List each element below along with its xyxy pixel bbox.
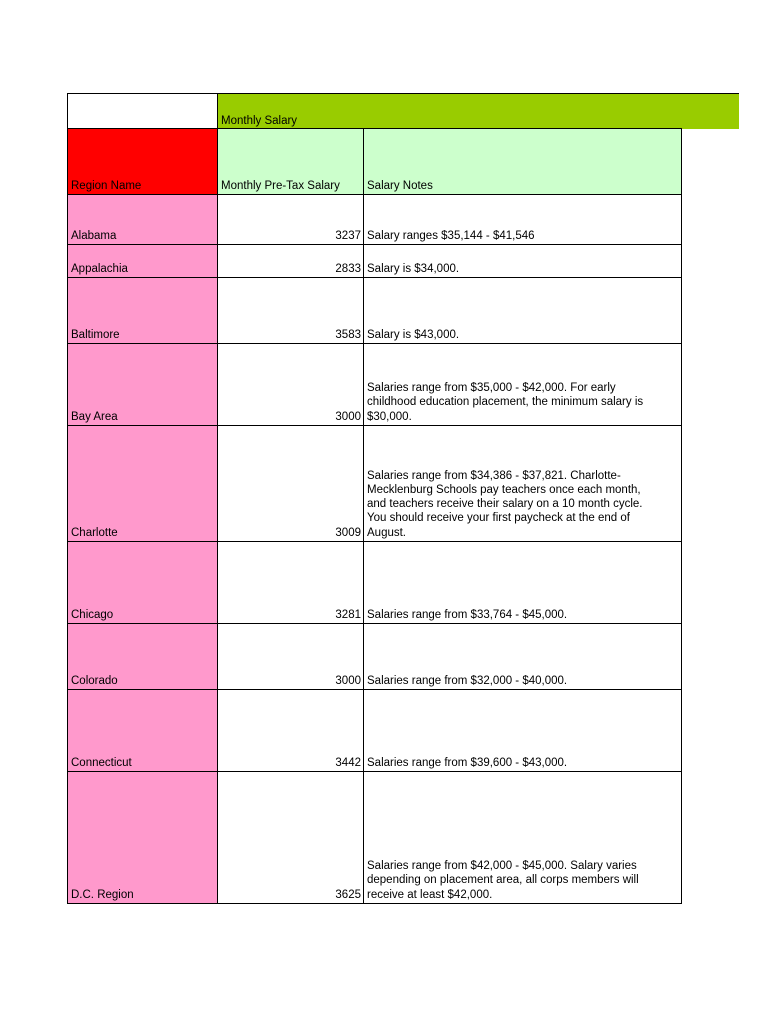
region-cell-alabama[interactable]	[67, 194, 218, 245]
region-cell-connecticut[interactable]	[67, 689, 218, 772]
region-name: Bay Area	[71, 410, 118, 423]
region-name: Charlotte	[71, 526, 118, 539]
region-cell-dc-region[interactable]	[67, 771, 218, 904]
salary-cell-connecticut[interactable]	[217, 689, 364, 772]
monthly-pretax-salary-header-label: Monthly Pre-Tax Salary	[221, 179, 340, 192]
salary-value: 3281	[335, 609, 361, 621]
region-cell-bay-area[interactable]	[67, 343, 218, 426]
notes-cell-bay-area[interactable]	[363, 343, 682, 426]
notes-cell-appalachia[interactable]	[363, 244, 682, 278]
region-cell-baltimore[interactable]	[67, 277, 218, 344]
region-name: Connecticut	[71, 756, 132, 769]
notes-cell-baltimore[interactable]	[363, 277, 682, 344]
monthly-salary-group-header[interactable]	[217, 93, 739, 129]
salary-notes-header[interactable]	[363, 128, 682, 195]
notes-cell-alabama[interactable]	[363, 194, 682, 245]
salary-cell-alabama[interactable]	[217, 194, 364, 245]
salary-note: Salaries range from $32,000 - $40,000.	[367, 674, 568, 687]
salary-note: Salaries range from $33,764 - $45,000.	[367, 608, 568, 621]
region-name-header[interactable]	[67, 128, 218, 195]
salary-cell-appalachia[interactable]	[217, 244, 364, 278]
notes-cell-chicago[interactable]	[363, 541, 682, 624]
monthly-pretax-salary-header[interactable]	[217, 128, 364, 195]
salary-value: 3000	[335, 675, 361, 687]
region-cell-charlotte[interactable]	[67, 425, 218, 542]
notes-cell-colorado[interactable]	[363, 623, 682, 690]
region-name-header-label: Region Name	[71, 179, 142, 192]
region-name: Colorado	[71, 674, 118, 687]
salary-value: 3583	[335, 329, 361, 341]
salary-value: 3009	[335, 527, 361, 539]
salary-value: 3625	[335, 889, 361, 901]
region-cell-chicago[interactable]	[67, 541, 218, 624]
region-cell-colorado[interactable]	[67, 623, 218, 690]
monthly-salary-group-label: Monthly Salary	[221, 114, 298, 127]
salary-cell-chicago[interactable]	[217, 541, 364, 624]
salary-note: Salary is $34,000.	[367, 262, 460, 275]
salary-cell-baltimore[interactable]	[217, 277, 364, 344]
region-name: Baltimore	[71, 328, 120, 341]
region-name: Alabama	[71, 229, 117, 242]
notes-cell-connecticut[interactable]	[363, 689, 682, 772]
salary-cell-dc-region[interactable]	[217, 771, 364, 904]
salary-value: 2833	[335, 263, 361, 275]
salary-cell-bay-area[interactable]	[217, 343, 364, 426]
salary-notes-header-label: Salary Notes	[367, 179, 433, 192]
salary-value: 3442	[335, 757, 361, 769]
salary-note: Salaries range from $35,000 - $42,000. For early childhood education placement, the minimum salary is $30,000.	[367, 382, 644, 423]
salary-note: Salaries range from $39,600 - $43,000.	[367, 756, 568, 769]
salary-cell-charlotte[interactable]	[217, 425, 364, 542]
salary-cell-colorado[interactable]	[217, 623, 364, 690]
salary-note: Salaries range from $34,386 - $37,821. Charlotte- Mecklenburg Schools pay teachers once each month, and teachers receive their salary on a 10 month cycle. You should receive your first paycheck at the end of August.	[367, 469, 643, 539]
notes-cell-dc-region[interactable]	[363, 771, 682, 904]
salary-value: 3237	[335, 230, 361, 242]
salary-value: 3000	[335, 411, 361, 423]
corner-blank-cell[interactable]	[67, 93, 218, 129]
notes-cell-charlotte[interactable]	[363, 425, 682, 542]
region-cell-appalachia[interactable]	[67, 244, 218, 278]
region-name: Appalachia	[71, 262, 128, 275]
salary-note: Salary is $43,000.	[367, 328, 460, 341]
region-name: D.C. Region	[71, 888, 134, 901]
salary-note: Salaries range from $42,000 - $45,000. Salary varies depending on placement area, all corps members will receive at least $42,000.	[367, 860, 639, 901]
salary-note: Salary ranges $35,144 - $41,546	[367, 229, 535, 242]
region-name: Chicago	[71, 608, 114, 621]
